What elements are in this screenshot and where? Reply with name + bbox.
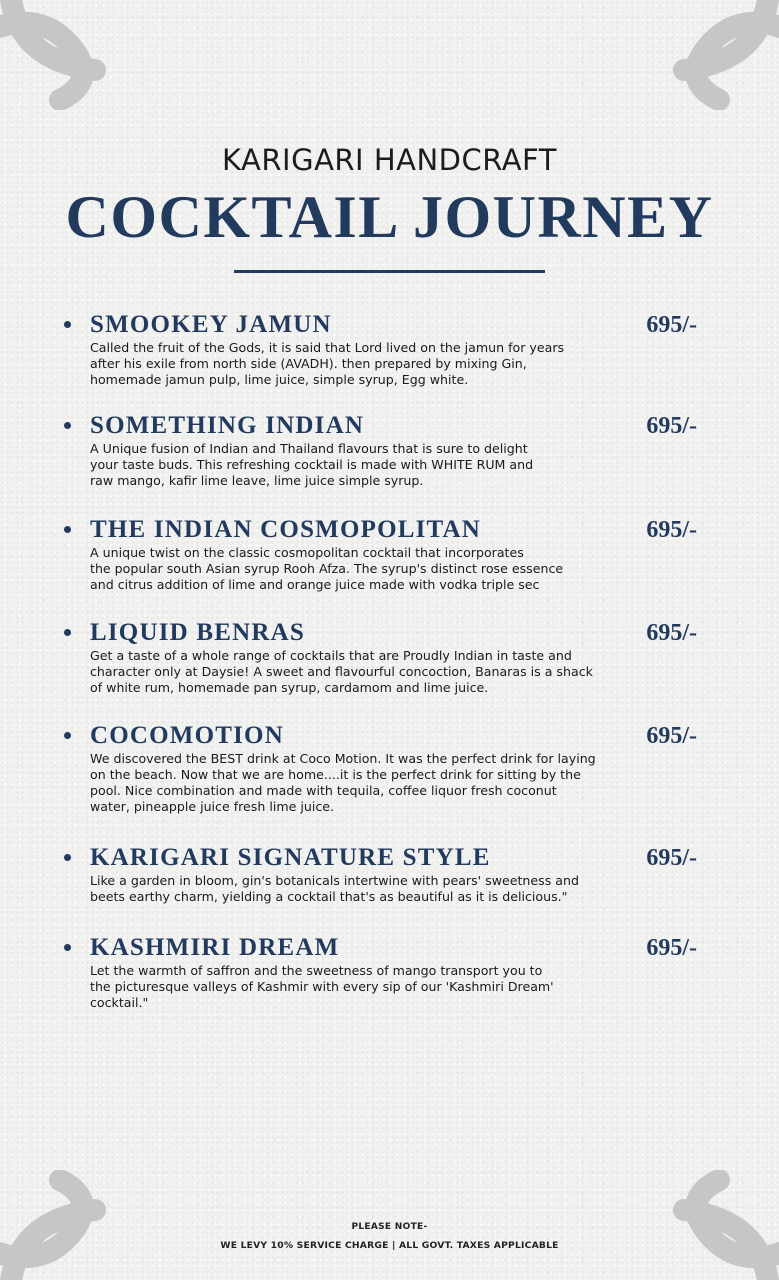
item-name: LIQUID BENRAS [90,619,305,646]
bullet-icon [64,422,71,429]
item-description [90,873,620,905]
description-line: Called the fruit of the Gods, it is said that Lord lived on the jamun for years [90,340,565,355]
service-charge-note: WE LEVY 10% SERVICE CHARGE | ALL GOVT. TAXES APPLICABLE [220,1240,559,1251]
item-price: 695/- [646,312,697,338]
page-title: COCKTAIL JOURNEY [65,184,714,250]
item-name: KARIGARI SIGNATURE STYLE [90,844,491,871]
item-description [90,545,620,593]
item-description [90,751,620,815]
item-name: THE INDIAN COSMOPOLITAN [90,516,482,543]
description-line: your taste buds. This refreshing cocktail is made with WHITE RUM and [90,457,534,472]
description-line: raw mango, kafir lime leave, lime juice simple syrup. [90,473,424,488]
description-line: A Unique fusion of Indian and Thailand flavours that is sure to delight [90,441,528,456]
item-price: 695/- [646,723,697,749]
description-line: on the beach. Now that we are home....it is the perfect drink for sitting by the [90,767,581,782]
item-price: 695/- [646,517,697,543]
item-description [90,963,620,1011]
description-line: of white rum, homemade pan syrup, cardamom and lime juice. [90,680,489,695]
bullet-icon [64,854,71,861]
item-name: SOMETHING INDIAN [90,412,365,439]
description-line: pool. Nice combination and made with tequila, coffee liquor fresh coconut [90,783,557,798]
bullet-icon [64,526,71,533]
bullet-icon [64,732,71,739]
description-line: water, pineapple juice fresh lime juice. [90,799,335,814]
bullet-icon [64,944,71,951]
item-price: 695/- [646,845,697,871]
ampersand-logo-icon [0,0,130,110]
item-description [90,648,620,696]
header-divider [234,270,545,273]
description-line: the popular south Asian syrup Rooh Afza. The syrup's distinct rose essence [90,561,564,576]
item-description [90,340,620,388]
description-line: beets earthy charm, yielding a cocktail that's as beautiful as it is delicious." [90,889,568,904]
description-line: A unique twist on the classic cosmopolitan cocktail that incorporates [90,545,524,560]
bullet-icon [64,629,71,636]
item-price: 695/- [646,620,697,646]
description-line: cocktail." [90,995,149,1010]
note-label: PLEASE NOTE- [351,1222,428,1232]
description-line: Like a garden in bloom, gin's botanicals intertwine with pears' sweetness and [90,873,579,888]
item-name: SMOOKEY JAMUN [90,311,332,338]
description-line: Let the warmth of saffron and the sweetness of mango transport you to [90,963,543,978]
item-price: 695/- [646,935,697,961]
item-description [90,441,620,489]
description-line: We discovered the BEST drink at Coco Motion. It was the perfect drink for laying [90,751,596,766]
menu-header [0,140,779,250]
description-line: character only at Daysie! A sweet and flavourful concoction, Banaras is a shack [90,664,593,679]
bullet-icon [64,321,71,328]
description-line: the picturesque valleys of Kashmir with every sip of our 'Kashmiri Dream' [90,979,554,994]
description-line: Get a taste of a whole range of cocktails that are Proudly Indian in taste and [90,648,572,663]
item-name: COCOMOTION [90,722,284,749]
brand-kicker: KARIGARI HANDCRAFT [222,143,557,177]
description-line: homemade jamun pulp, lime juice, simple syrup, Egg white. [90,372,469,387]
item-price: 695/- [646,413,697,439]
ampersand-logo-icon [649,0,779,110]
footer-note [0,1220,779,1253]
description-line: and citrus addition of lime and orange juice made with vodka triple sec [90,577,540,592]
description-line: after his exile from north side (AVADH). then prepared by mixing Gin, [90,356,527,371]
item-name: KASHMIRI DREAM [90,934,340,961]
